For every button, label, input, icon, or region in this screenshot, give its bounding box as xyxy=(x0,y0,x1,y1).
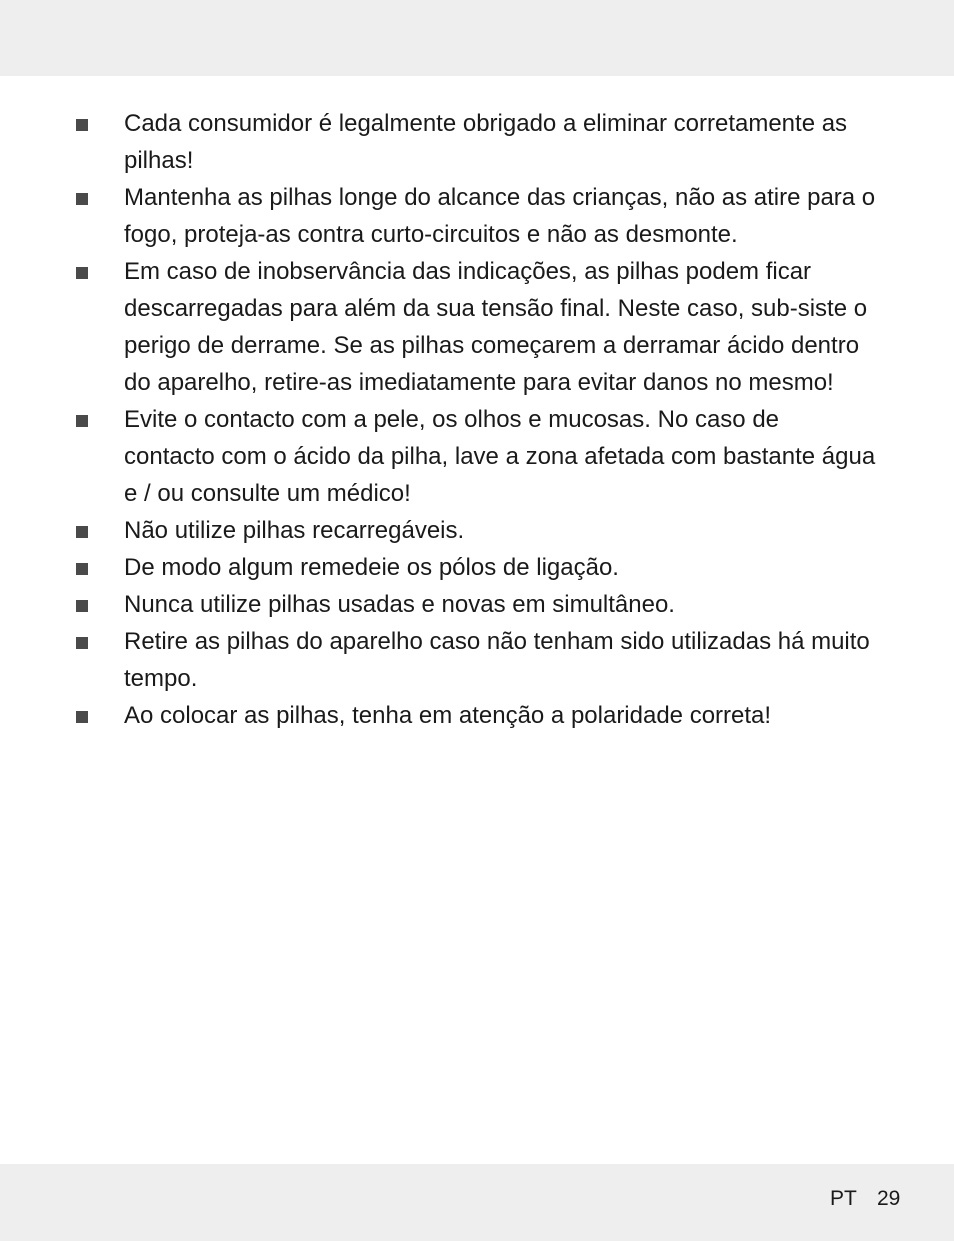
square-bullet-icon xyxy=(76,563,88,575)
list-item-text: Não utilize pilhas recarregáveis. xyxy=(124,517,465,544)
page-number: 29 xyxy=(877,1187,901,1210)
list-item-text: Nunca utilize pilhas usadas e novas em simultâneo. xyxy=(124,591,675,618)
list-item xyxy=(76,549,876,586)
list-item xyxy=(76,586,876,623)
bullet-list xyxy=(76,105,876,734)
header-band xyxy=(0,0,954,76)
list-item-text: Cada consumidor é legalmente obrigado a eliminar corretamente as pilhas! xyxy=(124,110,848,174)
footer-language-code: PT xyxy=(830,1187,857,1210)
list-item-text: Mantenha as pilhas longe do alcance das crianças, não as atire para o fogo, proteja-as contra curto-circuitos e não as desmonte. xyxy=(124,184,876,248)
list-item xyxy=(76,623,876,697)
square-bullet-icon xyxy=(76,415,88,427)
square-bullet-icon xyxy=(76,711,88,723)
list-item xyxy=(76,179,876,253)
list-item xyxy=(76,253,876,401)
square-bullet-icon xyxy=(76,600,88,612)
square-bullet-icon xyxy=(76,267,88,279)
square-bullet-icon xyxy=(76,637,88,649)
list-item xyxy=(76,105,876,179)
list-item-text: Ao colocar as pilhas, tenha em atenção a polaridade correta! xyxy=(124,702,772,729)
list-item xyxy=(76,401,876,512)
square-bullet-icon xyxy=(76,526,88,538)
footer-band xyxy=(0,1164,954,1241)
square-bullet-icon xyxy=(76,119,88,131)
list-item xyxy=(76,697,876,734)
square-bullet-icon xyxy=(76,193,88,205)
list-item-text: Evite o contacto com a pele, os olhos e mucosas. No caso de contacto com o ácido da pilha, lave a zona afetada com bastante água e / ou consulte um médico! xyxy=(124,406,876,507)
list-item-text: De modo algum remedeie os pólos de ligação. xyxy=(124,554,619,581)
list-item xyxy=(76,512,876,549)
list-item-text: Em caso de inobservância das indicações, as pilhas podem ficar descarregadas para além da sua tensão final. Neste caso, sub-siste o perigo de derrame. Se as pilhas começarem a derramar ácido dentro do aparelho, retire-as imediatamente para evitar danos no mesmo! xyxy=(124,258,868,396)
safety-instructions xyxy=(76,105,876,734)
list-item-text: Retire as pilhas do aparelho caso não tenham sido utilizadas há muito tempo. xyxy=(124,628,870,692)
